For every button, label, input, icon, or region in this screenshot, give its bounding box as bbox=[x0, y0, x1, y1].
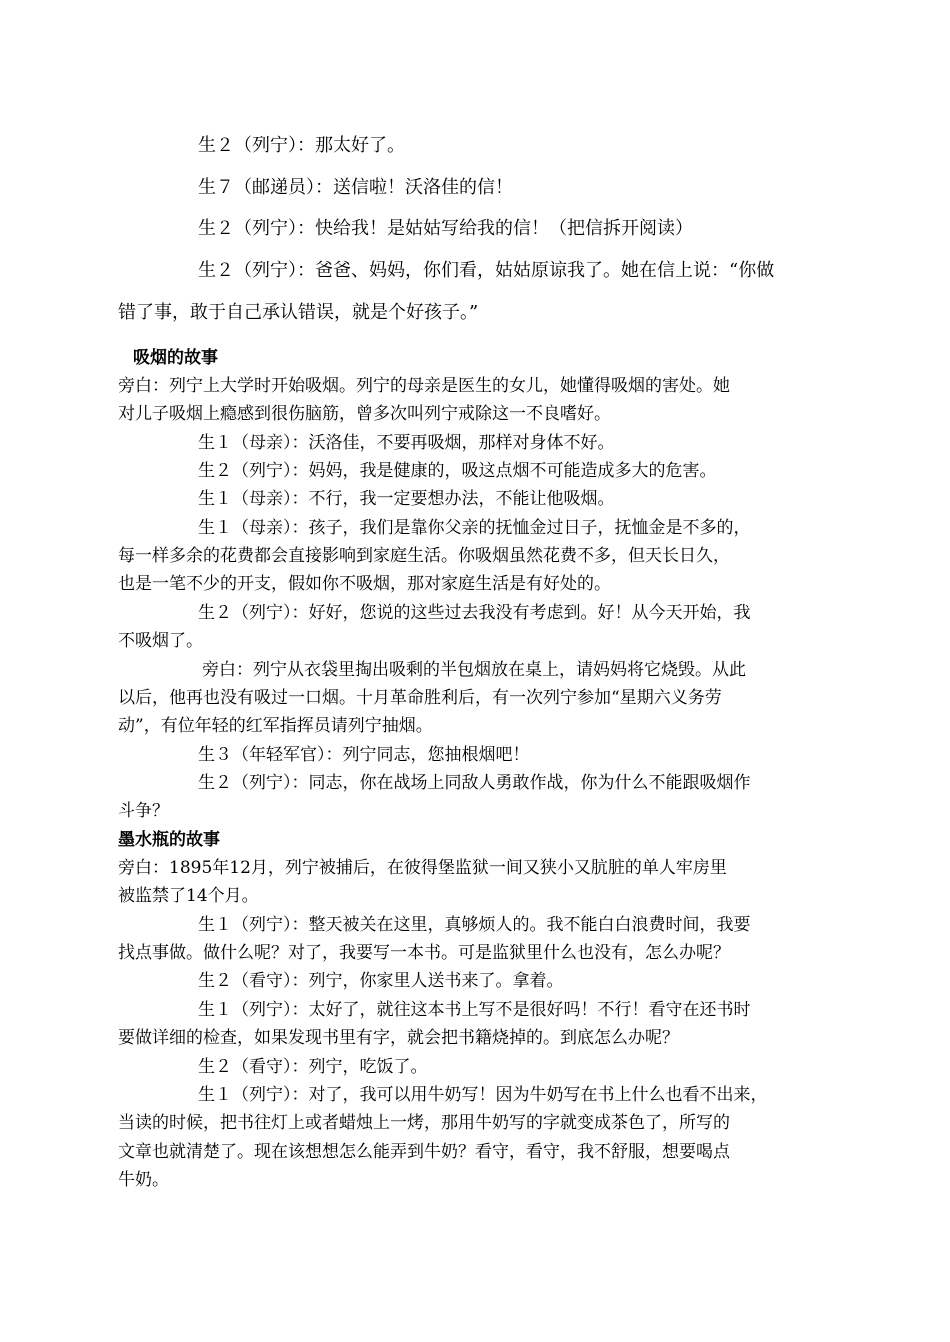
paragraph-line: 牛奶。 bbox=[118, 1170, 169, 1190]
paragraph-line: 当读的时候，把书往灯上或者蜡烛上一烤，那用牛奶写的字就变成茶色了，所写的 bbox=[118, 1113, 730, 1133]
section-title-smoking: 吸烟的故事 bbox=[133, 348, 218, 368]
paragraph-line: 找点事做。做什么呢？对了，我要写一本书。可是监狱里什么也没有，怎么办呢？ bbox=[118, 943, 730, 963]
paragraph-line: 旁白：列宁从衣袋里掏出吸剩的半包烟放在桌上，请妈妈将它烧毁。从此 bbox=[202, 660, 746, 680]
paragraph-line: 以后，他再也没有吸过一口烟。十月革命胜利后，有一次列宁参加“星期六义务劳 bbox=[118, 688, 722, 708]
paragraph-line: 生７（邮递员）：送信啦！沃洛佳的信！ bbox=[198, 177, 513, 198]
paragraph-line: 生２（看守）：列宁，你家里人送书来了。拿着。 bbox=[198, 971, 564, 991]
section-title-ink-bottle: 墨水瓶的故事 bbox=[118, 830, 220, 850]
paragraph-line: 斗争？ bbox=[118, 801, 169, 821]
paragraph-line: 生１（母亲）：不行，我一定要想办法，不能让他吸烟。 bbox=[198, 489, 615, 509]
paragraph-line: 生２（看守）：列宁，吃饭了。 bbox=[198, 1057, 428, 1077]
paragraph-line: 生１（母亲）：孩子，我们是靠你父亲的抚恤金过日子，抚恤金是不多的， bbox=[198, 518, 751, 538]
paragraph-line: 每一样多余的花费都会直接影响到家庭生活。你吸烟虽然花费不多，但天长日久， bbox=[118, 546, 730, 566]
paragraph-line: 生１（列宁）：对了，我可以用牛奶写！因为牛奶写在书上什么也看不出来， bbox=[198, 1085, 768, 1105]
paragraph-line: 生１（列宁）：太好了，就往这本书上写不是很好吗！不行！看守在还书时 bbox=[198, 1000, 751, 1020]
paragraph-line: 错了事，敢于自己承认错误，就是个好孩子。” bbox=[118, 302, 479, 323]
paragraph-line: 被监禁了14个月。 bbox=[118, 886, 259, 906]
paragraph-line: 也是一笔不少的开支，假如你不吸烟，那对家庭生活是有好处的。 bbox=[118, 574, 611, 594]
paragraph-line: 要做详细的检查，如果发现书里有字，就会把书籍烧掉的。到底怎么办呢？ bbox=[118, 1028, 679, 1048]
paragraph-line: 生２（列宁）：那太好了。 bbox=[198, 135, 405, 156]
paragraph-line: 生３（年轻军官）：列宁同志，您抽根烟吧！ bbox=[198, 745, 530, 765]
paragraph-line: 生２（列宁）：同志，你在战场上同敌人勇敢作战，你为什么不能跟吸烟作 bbox=[198, 773, 751, 793]
paragraph-line: 生２（列宁）：妈妈，我是健康的，吸这点烟不可能造成多大的危害。 bbox=[198, 461, 717, 481]
paragraph-line: 生２（列宁）：快给我！是姑姑写给我的信！（把信拆开阅读） bbox=[198, 218, 693, 239]
paragraph-line: 对儿子吸烟上瘾感到很伤脑筋，曾多次叫列宁戒除这一不良嗜好。 bbox=[118, 404, 611, 424]
paragraph-line: 旁白：列宁上大学时开始吸烟。列宁的母亲是医生的女儿，她懂得吸烟的害处。她 bbox=[118, 376, 730, 396]
paragraph-line: 不吸烟了。 bbox=[118, 631, 203, 651]
paragraph-line: 生１（母亲）：沃洛佳，不要再吸烟，那样对身体不好。 bbox=[198, 433, 615, 453]
paragraph-line: 生２（列宁）：好好，您说的这些过去我没有考虑到。好！从今天开始，我 bbox=[198, 603, 751, 623]
paragraph-line: 动”，有位年轻的红军指挥员请列宁抽烟。 bbox=[118, 716, 433, 736]
paragraph-line: 文章也就清楚了。现在该想想怎么能弄到牛奶？看守，看守，我不舒服，想要喝点 bbox=[118, 1142, 730, 1162]
paragraph-line: 旁白：1895年12月，列宁被捕后，在彼得堡监狱一间又狭小又肮脏的单人牢房里 bbox=[118, 858, 727, 878]
paragraph-line: 生２（列宁）：爸爸、妈妈，你们看，姑姑原谅我了。她在信上说：“你做 bbox=[198, 260, 775, 281]
paragraph-line: 生１（列宁）：整天被关在这里，真够烦人的。我不能白白浪费时间，我要 bbox=[198, 915, 751, 935]
